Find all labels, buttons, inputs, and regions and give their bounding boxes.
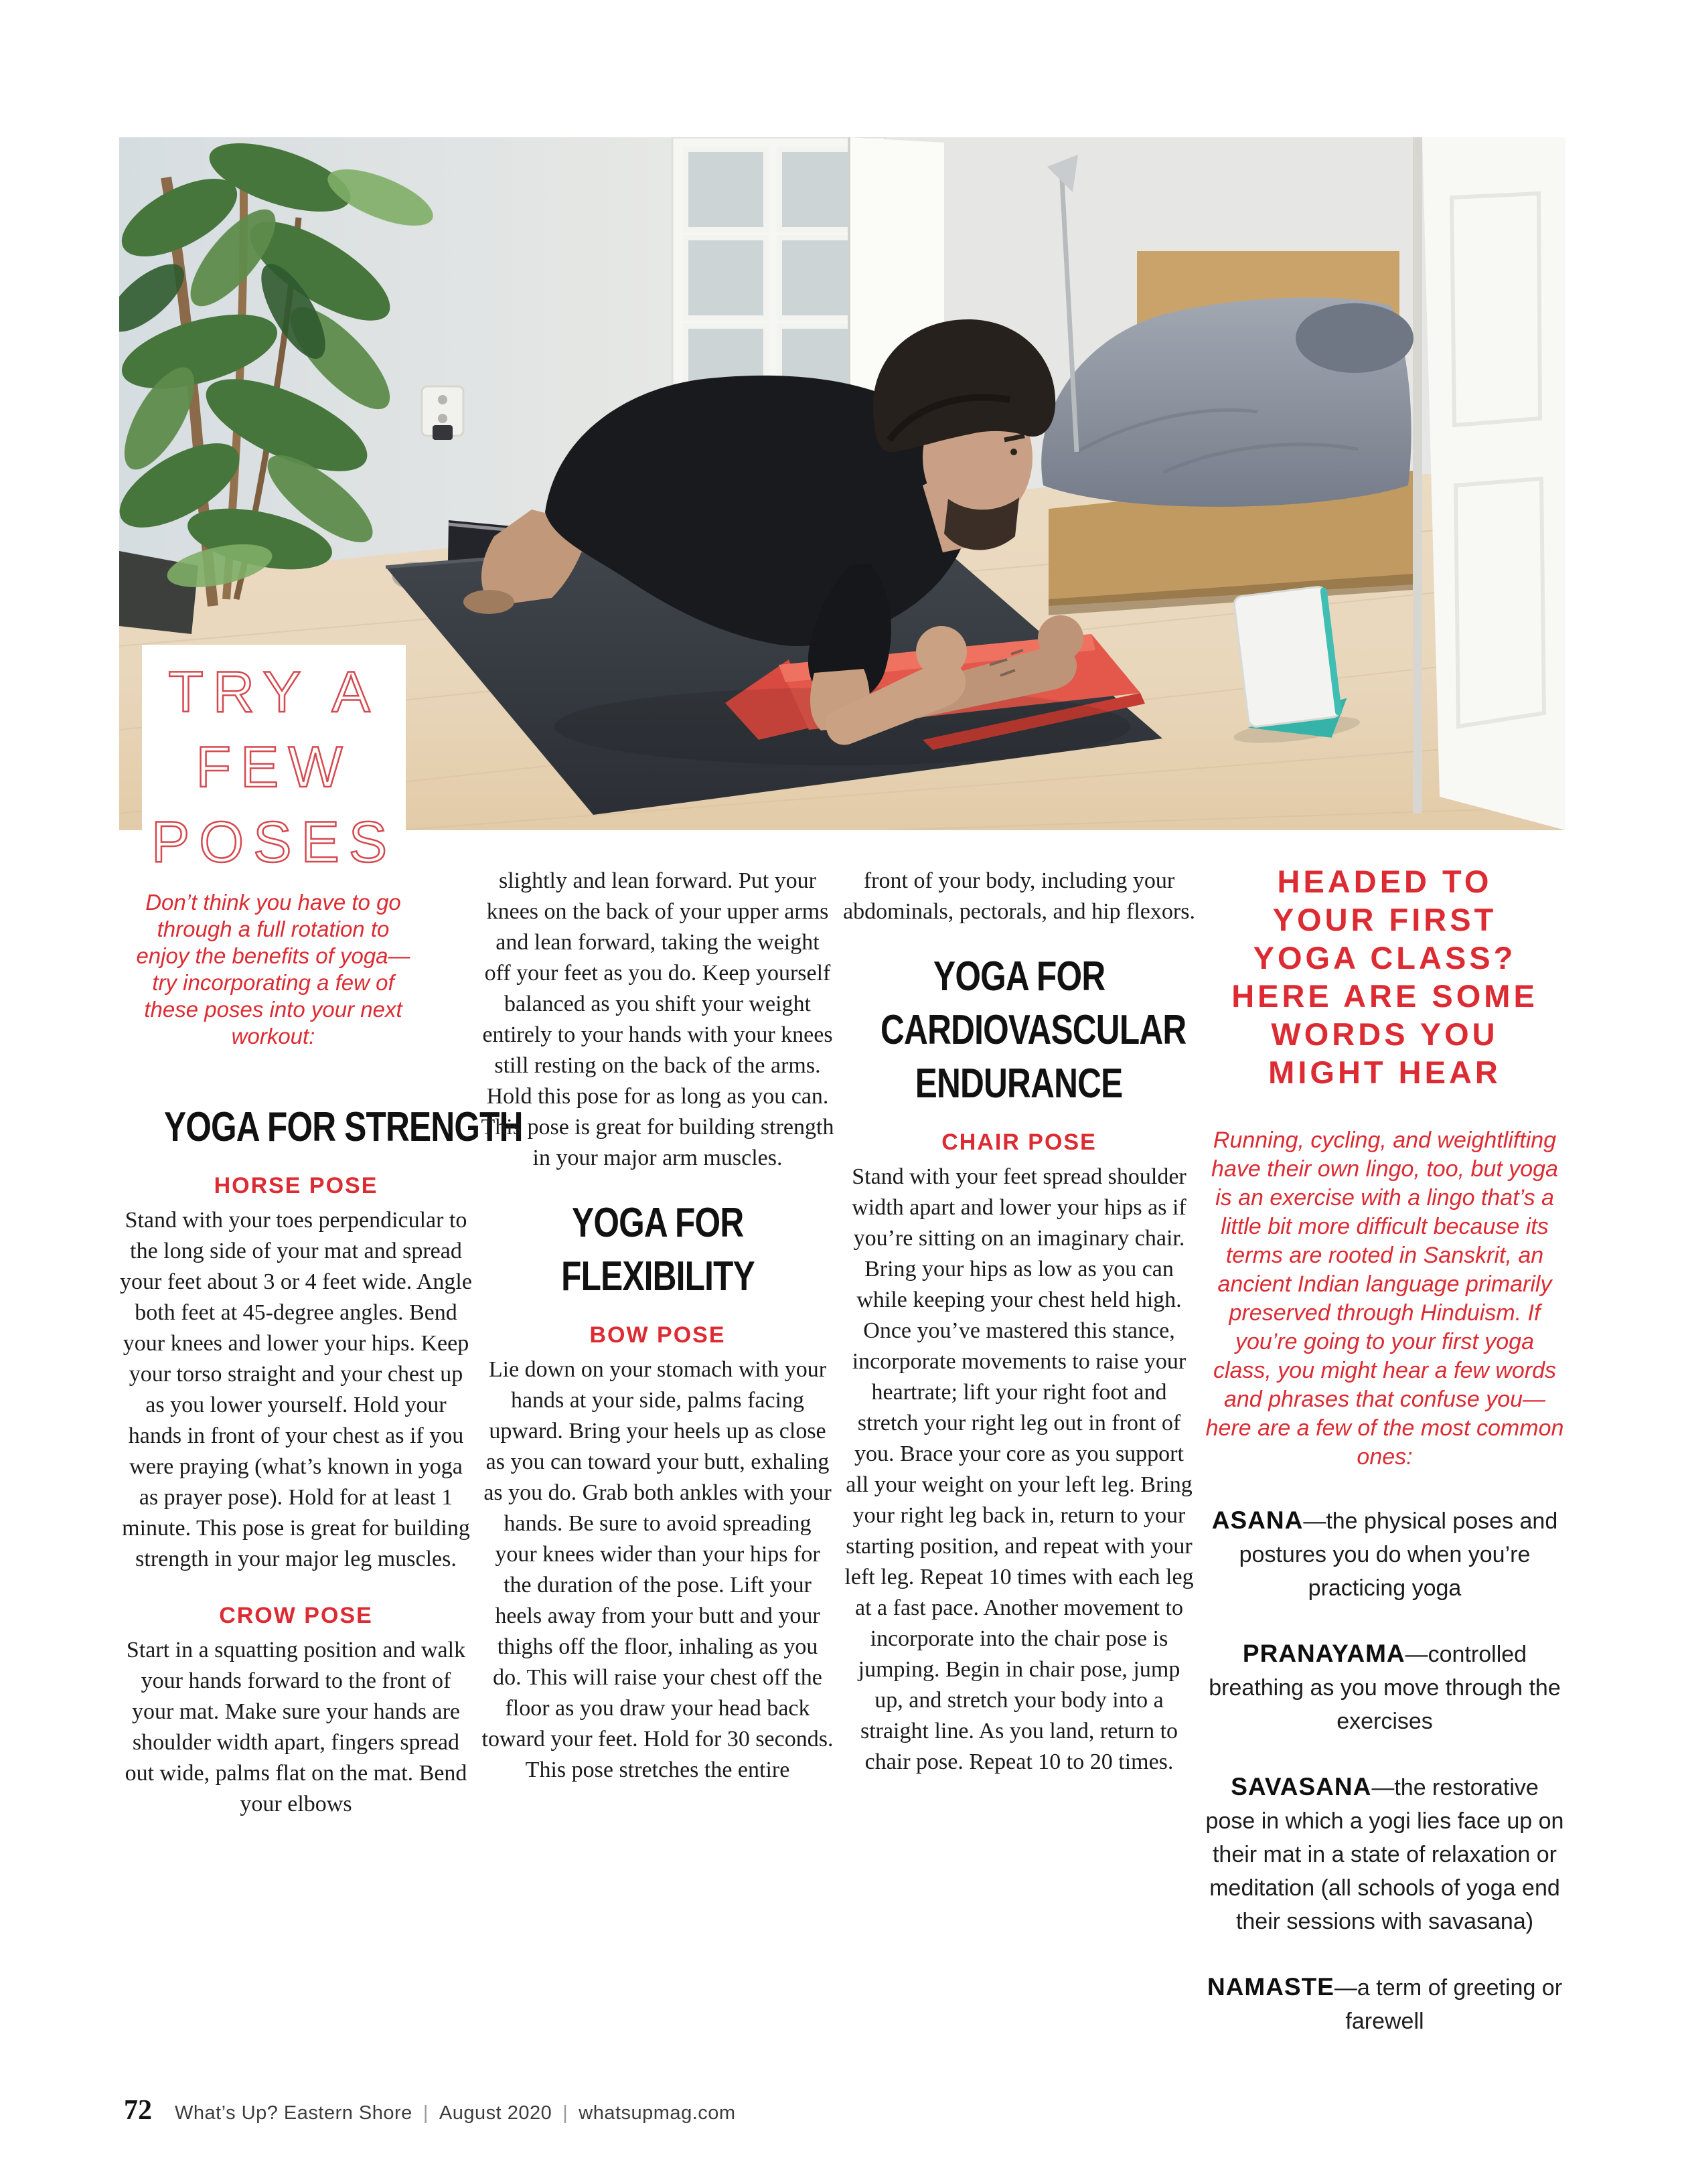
pose-text-bow-continued: front of your body, including your abdominals, pectorals, and hip flexors. xyxy=(843,868,1195,924)
sidebar-heading-line: HERE ARE SOME xyxy=(1231,978,1538,1014)
page-title-line: POSES xyxy=(151,810,397,874)
heading-line: YOGA FOR xyxy=(571,1200,744,1246)
sidebar-yoga-words xyxy=(1204,862,1565,2038)
sidebar-heading-line: HEADED TO xyxy=(1277,864,1493,899)
pose-text-horse: Stand with your toes perpendicular to the long side of your mat and spread your feet about 3 or 4 feet wide. Angle both feet at 45-degree angles. Bend your knees and lower your hips. Keep your torso straight and your chest up as you lower yourself. Hold your hands in front of your chest as if you were praying (what’s known in yoga as prayer pose). Hold for at least 1 minute. This pose is great for building strength in your major leg muscles. xyxy=(120,1208,472,1571)
heading-line: YOGA FOR xyxy=(933,953,1105,1000)
sidebar-heading xyxy=(1204,862,1565,1091)
pose-subhead-chair: CHAIR POSE xyxy=(941,1129,1097,1155)
pose-text-crow: Start in a squatting position and walk your hands forward to the front of your mat. Make sure your hands are shoulder width apart, fingers spread out wide, palms flat on the mat. Bend your elbows xyxy=(125,1638,467,1816)
term-name: ASANA xyxy=(1211,1506,1304,1534)
pose-text-bow: Lie down on your stomach with your hands at your side, palms facing upward. Bring your heels up as close as you can toward your butt, exhaling as you do. Grab both ankles with your hands. Be sure to avoid spreading your knees wider than your hips for the duration of the pose. Lift your heels away from your butt and your thighs off the floor, inhaling as you do. This will raise your chest off the floor as you draw your head back toward your feet. Hold for 30 seconds. This pose stretches the entire xyxy=(481,1357,834,1782)
separator: | xyxy=(562,2102,568,2124)
term-asana xyxy=(1204,1504,1565,1605)
sidebar-heading-line: YOGA CLASS? xyxy=(1253,940,1517,976)
pose-subhead-bow: BOW POSE xyxy=(589,1322,726,1348)
page-number: 72 xyxy=(124,2095,152,2126)
section-heading-strength xyxy=(119,1104,523,1160)
pose-subhead-crow: CROW POSE xyxy=(219,1603,373,1628)
term-name: NAMASTE xyxy=(1207,1973,1334,2001)
page-title-line: FEW xyxy=(196,735,352,799)
term-name: PRANAYAMA xyxy=(1242,1640,1405,1667)
sidebar-heading-line: WORDS YOU xyxy=(1271,1016,1499,1052)
term-definition: —controlled breathing as you move through the exercises xyxy=(1209,1642,1561,1734)
sidebar-heading-line: YOUR FIRST xyxy=(1272,902,1497,937)
pose-subhead-horse: HORSE POSE xyxy=(214,1173,378,1198)
pose-text-chair: Stand with your feet spread shoulder width apart and lower your hips as if you’re sitting on an imaginary chair. Bring your hips as low as you can while keeping your chest held high. Once you’ve mastered this stance, incorporate movements to raise your heartrate; lift your right foot and stretch your right leg out in front of you. Brace your core as you support all your weight on your left leg. Bring your right leg back in, return to your starting position, and repeat with your left leg. Repeat 10 times with each leg at a fast pace. Another movement to incorporate into the chair pose is jumping. Begin in chair pose, jump up, and stretch your body into a straight line. As you land, return to chair pose. Repeat 10 to 20 times. xyxy=(844,1164,1194,1774)
page-title-line: TRY A xyxy=(168,660,380,724)
heading-line: YOGA FOR STRENGTH xyxy=(163,1104,523,1150)
page-footer xyxy=(124,2094,736,2126)
heading-line: FLEXIBILITY xyxy=(560,1253,755,1300)
term-savasana xyxy=(1204,1770,1565,1938)
term-name: SAVASANA xyxy=(1231,1773,1372,1800)
publication-name: What’s Up? Eastern Shore xyxy=(175,2102,412,2124)
separator: | xyxy=(423,2102,429,2124)
sidebar-heading-line: MIGHT HEAR xyxy=(1268,1055,1501,1090)
term-pranayama xyxy=(1204,1637,1565,1738)
column-flexibility xyxy=(481,866,834,1786)
section-heading-flexibility xyxy=(481,1202,834,1309)
column-cardio xyxy=(842,866,1196,1778)
pose-text-crow-continued: slightly and lean forward. Put your knees on the back of your upper arms and lean forward, taking the weight off your feet as you do. Keep yourself balanced as you shift your weight entirely to your hands with your knees still resting on the back of the arms. Hold this pose for as long as you can. This pose is great for building strength in your major arm muscles. xyxy=(481,868,834,1170)
term-definition: —the physical poses and postures you do when you’re practicing yoga xyxy=(1239,1508,1558,1601)
standfirst: Don’t think you have to go through a full rotation to enjoy the benefits of yoga—try incorporating a few of these poses into your next workout: xyxy=(136,890,410,1048)
term-definition: —a term of greeting or farewell xyxy=(1334,1975,1563,2034)
term-definition: —the restorative pose in which a yogi lies face up on their mat in a state of relaxation or meditation (all schools of yoga end their sessions with savasana) xyxy=(1205,1775,1564,1934)
column-strength xyxy=(119,1104,523,1820)
heading-line: ENDURANCE xyxy=(915,1061,1123,1107)
power-outlet xyxy=(422,386,463,440)
near-fist xyxy=(916,626,967,677)
issue-date: August 2020 xyxy=(439,2102,552,2124)
heading-line: CARDIOVASCULAR xyxy=(881,1007,1187,1053)
term-namaste xyxy=(1204,1970,1565,2038)
far-fist xyxy=(1038,615,1083,661)
pillow xyxy=(1296,303,1413,373)
sidebar-intro: Running, cycling, and weightlifting have their own lingo, too, but yoga is an exercise with a lingo that’s a little bit more difficult because its terms are rooted in Sanskrit, an ancient Indian language primarily preserved through Hinduism. If you’re going to your first yoga class, you might hear a few words and phrases that confuse you—here are a few of the most common ones: xyxy=(1205,1127,1564,1470)
section-heading-cardio xyxy=(842,955,1196,1116)
website-url: whatsupmag.com xyxy=(579,2102,736,2124)
page-title xyxy=(142,655,406,880)
folio-line xyxy=(175,2102,736,2124)
